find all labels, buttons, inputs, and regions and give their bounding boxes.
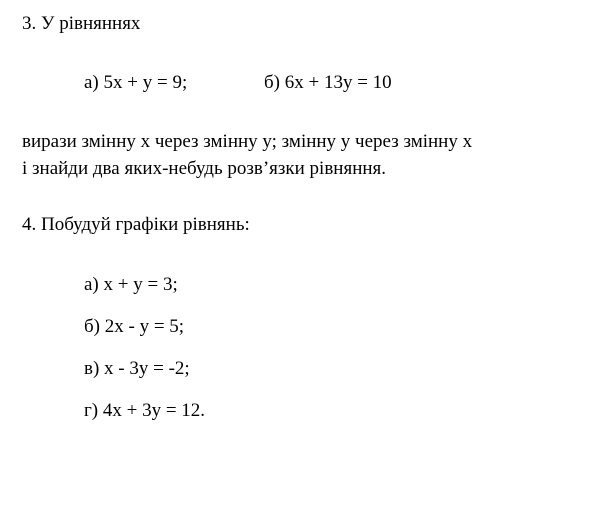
task3-instruction: [22, 128, 592, 182]
task4-item-v: в) х - 3у = -2;: [84, 358, 190, 379]
task3-instruction-line1: вирази змінну х через змінну у; змінну у через змінну х: [22, 131, 473, 152]
task4-heading: 4. Побудуй графіки рівнянь:: [22, 214, 250, 235]
task4-item-b: б) 2х - у = 5;: [84, 316, 185, 337]
task3-instruction-line2: і знайди два яких-небудь розв’язки рівняння.: [22, 158, 387, 179]
task4-item-a: а) х + у = 3;: [84, 274, 178, 295]
task3-equation-b: б) 6х + 13у = 10: [264, 72, 392, 93]
task3-equation-a: а) 5х + у = 9;: [84, 72, 188, 93]
task3-heading: 3. У рівняннях: [22, 13, 141, 34]
task4-item-g: г) 4х + 3у = 12.: [84, 400, 206, 421]
